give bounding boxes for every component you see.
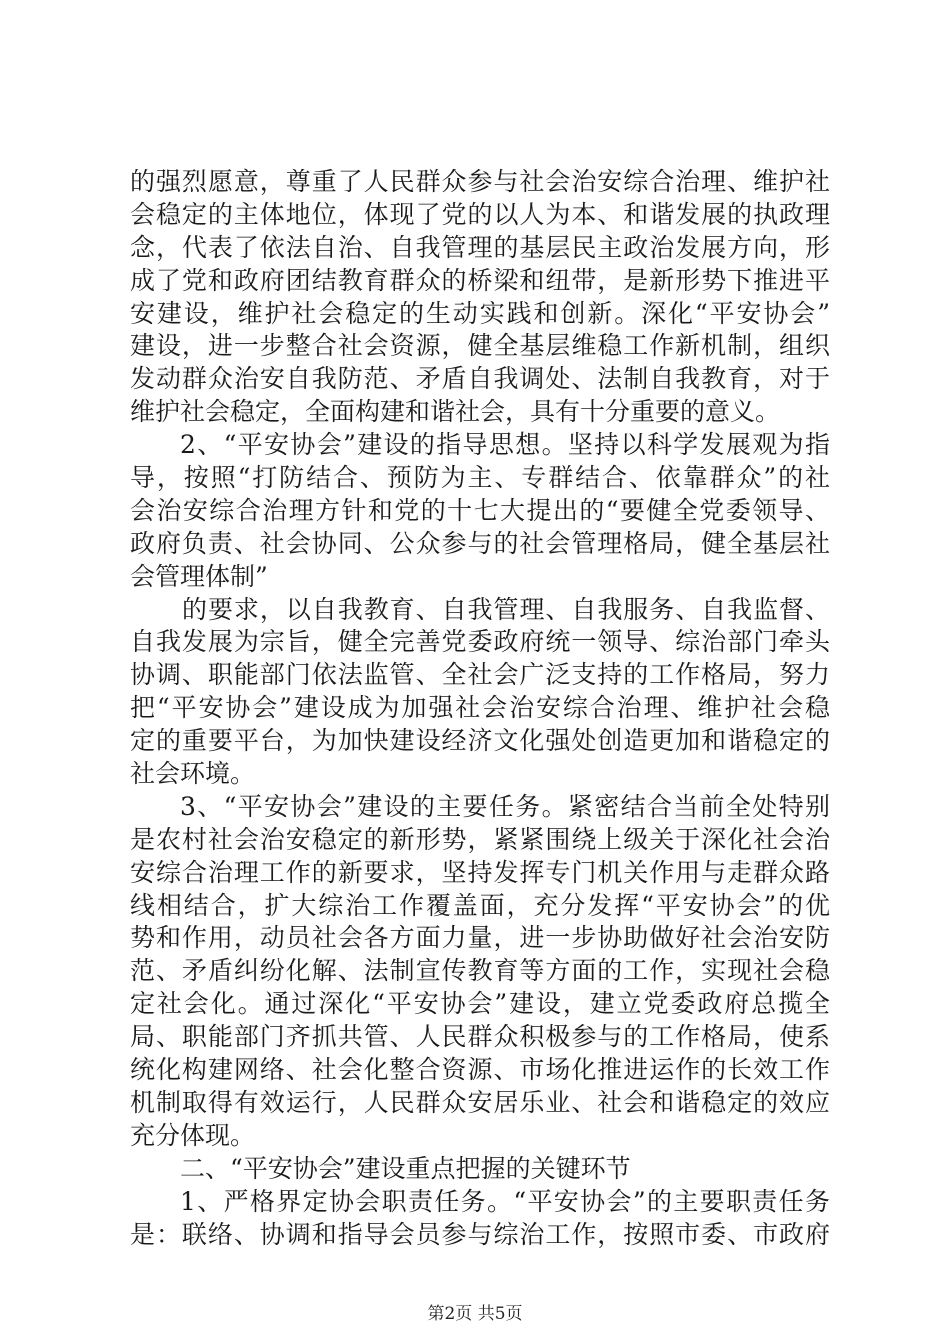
text-line: 政府负责、社会协同、公众参与的社会管理格局，健全基层社 xyxy=(130,528,830,558)
text-line: 安建设，维护社会稳定的生动实践和创新。深化“平安协会” xyxy=(130,298,830,328)
text-line: 线相结合，扩大综治工作覆盖面，充分发挥“平安协会”的优 xyxy=(130,890,830,920)
text-line: 把“平安协会”建设成为加强社会治安综合治理、维护社会稳 xyxy=(130,693,830,723)
text-line: 是：联络、协调和指导会员参与综治工作，按照市委、市政府 xyxy=(130,1219,830,1249)
text-line: 念，代表了依法自治、自我管理的基层民主政治发展方向，形 xyxy=(130,232,830,262)
text-line: 是农村社会治安稳定的新形势，紧紧围绕上级关于深化社会治 xyxy=(130,824,830,854)
text-line: 范、矛盾纠纷化解、法制宣传教育等方面的工作，实现社会稳 xyxy=(130,956,830,986)
text-line: 成了党和政府团结教育群众的桥梁和纽带，是新形势下推进平 xyxy=(130,265,830,295)
section-heading: 二、“平安协会”建设重点把握的关键环节 xyxy=(180,1153,631,1183)
text-line: 机制取得有效运行，人民群众安居乐业、社会和谐稳定的效应 xyxy=(130,1087,830,1117)
text-line: 会稳定的主体地位，体现了党的以人为本、和谐发展的执政理 xyxy=(130,199,830,229)
text-line: 定的重要平台，为加快建设经济文化强处创造更加和谐稳定的 xyxy=(130,726,830,756)
text-line: 会治安综合治理方针和党的十七大提出的“要健全党委领导、 xyxy=(130,495,830,525)
text-line: 会管理体制” xyxy=(130,561,268,591)
text-line: 的要求，以自我教育、自我管理、自我服务、自我监督、 xyxy=(182,594,830,624)
text-line: 建设，进一步整合社会资源，健全基层维稳工作新机制，组织 xyxy=(130,331,830,361)
document-body xyxy=(130,166,830,1251)
text-line: 1、严格界定协会职责任务。“平安协会”的主要职责任务 xyxy=(180,1186,830,1216)
text-line: 统化构建网络、社会化整合资源、市场化推进运作的长效工作 xyxy=(130,1055,830,1085)
text-line: 2、“平安协会”建设的指导思想。坚持以科学发展观为指 xyxy=(180,430,830,460)
text-line: 发动群众治安自我防范、矛盾自我调处、法制自我教育，对于 xyxy=(130,364,830,394)
text-line: 充分体现。 xyxy=(130,1120,256,1150)
page-number-footer: 第2页 共5页 xyxy=(427,1304,523,1324)
text-line: 社会环境。 xyxy=(130,759,256,789)
text-line: 3、“平安协会”建设的主要任务。紧密结合当前全处特别 xyxy=(180,791,830,821)
text-line: 导，按照“打防结合、预防为主、专群结合、依靠群众”的社 xyxy=(130,463,830,493)
text-line: 协调、职能部门依法监管、全社会广泛支持的工作格局，努力 xyxy=(130,660,830,690)
text-line: 维护社会稳定，全面构建和谐社会，具有十分重要的意义。 xyxy=(130,397,781,427)
text-line: 势和作用，动员社会各方面力量，进一步协助做好社会治安防 xyxy=(130,923,830,953)
text-line: 的强烈愿意，尊重了人民群众参与社会治安综合治理、维护社 xyxy=(130,167,830,196)
text-line: 定社会化。通过深化“平安协会”建设，建立党委政府总揽全 xyxy=(130,989,830,1019)
text-line: 安综合治理工作的新要求，坚持发挥专门机关作用与走群众路 xyxy=(130,857,830,887)
text-line: 自我发展为宗旨，健全完善党委政府统一领导、综治部门牵头 xyxy=(130,627,830,657)
text-line: 局、职能部门齐抓共管、人民群众积极参与的工作格局，使系 xyxy=(130,1022,830,1052)
